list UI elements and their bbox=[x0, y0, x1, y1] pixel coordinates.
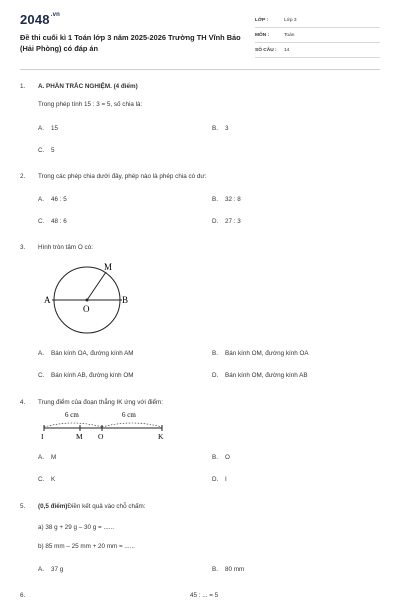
option-d[interactable] bbox=[212, 372, 308, 379]
points-label: (0,5 điểm) bbox=[38, 503, 68, 510]
question-text bbox=[38, 503, 145, 510]
circle-figure bbox=[40, 258, 140, 340]
option-c[interactable] bbox=[38, 147, 55, 154]
radius-line bbox=[87, 272, 106, 300]
option-d[interactable] bbox=[212, 218, 241, 225]
meta-label-class: LỚP : bbox=[255, 18, 269, 23]
question-number: 3. bbox=[20, 244, 26, 251]
label-m: M bbox=[104, 262, 113, 272]
length-label-1: 6 cm bbox=[65, 411, 79, 419]
document-title: Đề thi cuối kì 1 Toán lớp 3 năm 2025-2026 Trường TH Vĩnh Bảo (Hải Phòng) có đáp án bbox=[20, 33, 241, 53]
option-text: 46 : 5 bbox=[51, 196, 67, 203]
meta-value-subject: Toán bbox=[284, 33, 295, 38]
option-c[interactable] bbox=[38, 218, 67, 225]
option-key: B. bbox=[212, 454, 218, 461]
option-key: B. bbox=[212, 350, 218, 357]
option-key: A. bbox=[38, 125, 44, 132]
sub-question-b: b) 85 mm – 25 mm + 20 mm = ...... bbox=[38, 543, 135, 550]
length-label-2: 6 cm bbox=[122, 411, 136, 419]
option-d[interactable] bbox=[212, 476, 227, 483]
option-key: D. bbox=[212, 372, 219, 379]
logo-text: 2048 bbox=[20, 12, 50, 27]
option-text: 3 bbox=[225, 125, 229, 132]
option-text: M bbox=[51, 454, 57, 461]
label-i: I bbox=[41, 432, 44, 441]
question-number: 1. bbox=[20, 83, 26, 90]
meta-value-class: Lớp 3 bbox=[284, 18, 297, 23]
option-b[interactable] bbox=[212, 454, 230, 461]
option-key: A. bbox=[38, 566, 44, 573]
option-key: B. bbox=[212, 566, 218, 573]
question-number: 4. bbox=[20, 399, 26, 406]
option-text: 37 g bbox=[51, 566, 64, 573]
question-text: Trong phép tính 15 : 3 = 5, số chia là: bbox=[38, 101, 143, 108]
question-text: 45 : ... = 5 bbox=[190, 592, 219, 599]
label-o: O bbox=[83, 304, 90, 314]
header-divider bbox=[20, 69, 380, 70]
option-key: C. bbox=[38, 372, 45, 379]
option-text: Bán kính OA, đường kính AM bbox=[51, 350, 134, 357]
option-a[interactable] bbox=[38, 566, 63, 573]
option-key: A. bbox=[38, 196, 44, 203]
option-a[interactable] bbox=[38, 196, 67, 203]
logo-suffix: .vn bbox=[50, 12, 61, 18]
option-c[interactable] bbox=[38, 372, 134, 379]
segment-figure bbox=[38, 408, 178, 442]
option-b[interactable] bbox=[212, 125, 229, 132]
label-m: M bbox=[76, 432, 83, 441]
option-text: Bán kính OM, đường kính OA bbox=[225, 350, 309, 357]
section-title: A. PHẦN TRẮC NGHIỆM. (4 điểm) bbox=[38, 83, 138, 90]
option-key: C. bbox=[38, 147, 45, 154]
meta-value-count: 14 bbox=[284, 48, 290, 53]
option-key: B. bbox=[212, 196, 218, 203]
site-logo bbox=[20, 12, 60, 27]
option-a[interactable] bbox=[38, 125, 58, 132]
question-number: 6. bbox=[20, 592, 26, 599]
label-a: A bbox=[44, 295, 51, 305]
option-b[interactable] bbox=[212, 350, 309, 357]
option-b[interactable] bbox=[212, 566, 244, 573]
option-text: K bbox=[51, 476, 56, 483]
bracket-2 bbox=[102, 423, 162, 427]
sub-question-a: a) 38 g + 29 g – 30 g = ...... bbox=[38, 524, 114, 531]
option-text: 32 : 8 bbox=[225, 196, 241, 203]
option-b[interactable] bbox=[212, 196, 241, 203]
label-o: O bbox=[98, 432, 104, 441]
option-text: O bbox=[225, 454, 230, 461]
option-key: D. bbox=[212, 476, 219, 483]
bracket-1 bbox=[44, 423, 102, 427]
option-text: 15 bbox=[51, 125, 59, 132]
meta-divider bbox=[255, 57, 380, 58]
option-key: C. bbox=[38, 218, 45, 225]
option-text: 5 bbox=[51, 147, 55, 154]
question-instruction: Điền kết quả vào chỗ chấm: bbox=[67, 503, 146, 510]
meta-label-count: SỐ CÂU : bbox=[255, 48, 277, 53]
option-key: A. bbox=[38, 454, 44, 461]
question-number: 2. bbox=[20, 173, 26, 180]
option-a[interactable] bbox=[38, 454, 56, 461]
option-key: B. bbox=[212, 125, 218, 132]
option-key: C. bbox=[38, 476, 45, 483]
option-text: 80 mm bbox=[225, 566, 245, 573]
option-key: A. bbox=[38, 350, 44, 357]
meta-divider bbox=[255, 27, 380, 28]
meta-label-subject: MÔN : bbox=[255, 33, 270, 38]
option-key: D. bbox=[212, 218, 219, 225]
question-text: Trong các phép chia dưới đây, phép nào là phép chia có dư: bbox=[38, 173, 207, 180]
option-text: Bán kính AB, đường kính OM bbox=[51, 372, 134, 379]
center-point bbox=[86, 299, 89, 302]
option-text: I bbox=[225, 476, 227, 483]
label-b: B bbox=[122, 295, 129, 305]
label-k: K bbox=[158, 432, 164, 441]
option-c[interactable] bbox=[38, 476, 55, 483]
question-text: Hình tròn tâm O có: bbox=[38, 244, 93, 251]
option-text: 27 : 3 bbox=[225, 218, 241, 225]
option-text: Bán kính OM, đường kính AB bbox=[225, 372, 308, 379]
question-number: 5. bbox=[20, 503, 26, 510]
question-text: Trung điểm của đoạn thẳng IK ứng với điểm: bbox=[38, 399, 164, 406]
option-a[interactable] bbox=[38, 350, 134, 357]
meta-divider bbox=[255, 42, 380, 43]
option-text: 48 : 6 bbox=[51, 218, 67, 225]
